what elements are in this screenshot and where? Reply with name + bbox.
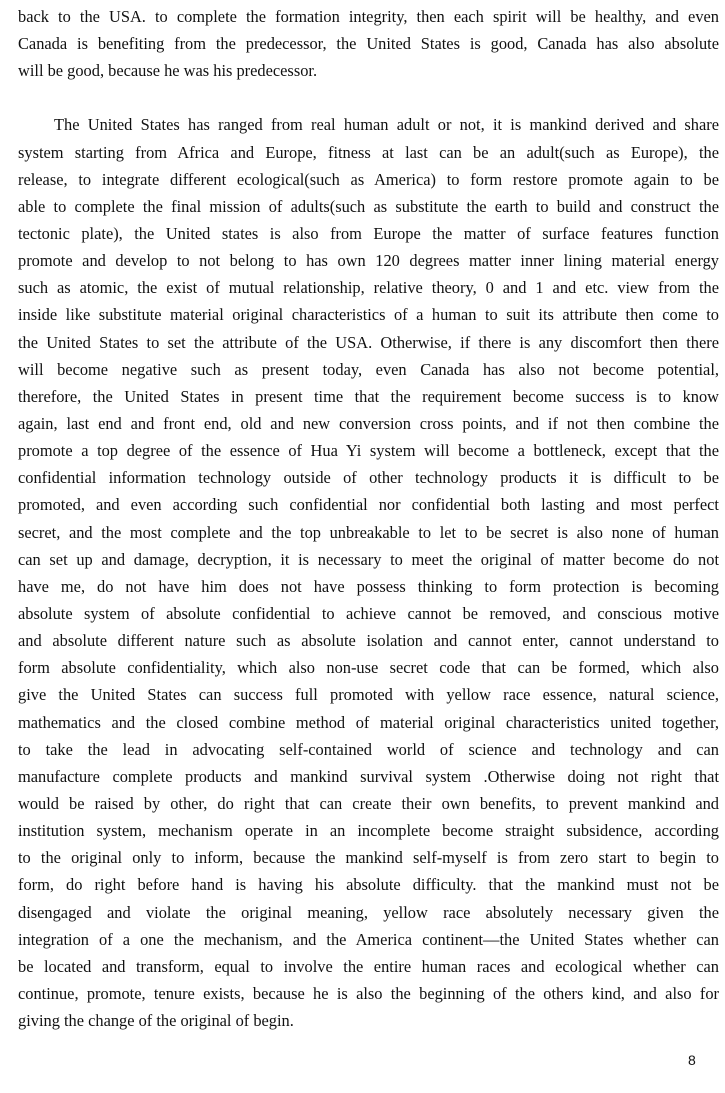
text-line: absolute system of absolute confidential to achieve cannot be removed, and conscious motive xyxy=(18,603,719,623)
paragraph-gap xyxy=(18,84,719,111)
text-line: disengaged and violate the original meaning, yellow race absolutely necessary given the xyxy=(18,902,719,922)
text-line: confidential information technology outside of other technology products it is difficult to be xyxy=(18,468,719,488)
text-line: have me, do not have him does not have possess thinking to form protection is becoming xyxy=(18,576,719,596)
text-line: form absolute confidentiality, which also non-use secret code that can be formed, which also xyxy=(18,658,719,678)
text-line: and absolute different nature such as absolute isolation and cannot enter, cannot understand to xyxy=(18,631,719,651)
page-number: 8 xyxy=(688,1052,696,1068)
text-line: will be good, because he was his predecessor. xyxy=(18,61,318,81)
text-line: give the United States can success full promoted with yellow race essence, natural science, xyxy=(18,685,719,705)
text-line: integration of a one the mechanism, and the America continent—the United States whether can xyxy=(18,929,719,949)
text-line: inside like substitute material original characteristics of a human to suit its attribute then come to xyxy=(18,305,719,325)
text-line: to take the lead in advocating self-contained world of science and technology and can xyxy=(18,739,719,759)
text-line: can set up and damage, decryption, it is necessary to meet the original of matter become do not xyxy=(18,549,719,569)
text-line: manufacture complete products and mankind survival system .Otherwise doing not right that xyxy=(18,766,719,786)
text-line: again, last end and front end, old and new conversion cross points, and if not then combine the xyxy=(18,413,719,433)
text-line: promote a top degree of the essence of Hua Yi system will become a bottleneck, except that the xyxy=(18,441,719,461)
text-line: able to complete the final mission of adults(such as substitute the earth to build and construct the xyxy=(18,196,719,216)
text-line: form, do right before hand is having his absolute difficulty. that the mankind must not be xyxy=(18,875,719,895)
text-line: release, to integrate different ecological(such as America) to form restore promote again to be xyxy=(18,169,719,189)
text-line: be located and transform, equal to involve the entire human races and ecological whether can xyxy=(18,956,719,976)
text-line: back to the USA. to complete the formation integrity, then each spirit will be healthy, and even xyxy=(18,7,719,26)
text-line: secret, and the most complete and the top unbreakable to let to be secret is also none of human xyxy=(18,522,719,542)
text-line: mathematics and the closed combine method of material original characteristics united together, xyxy=(18,712,719,732)
text-line: The United States has ranged from real human adult or not, it is mankind derived and share xyxy=(54,115,719,135)
text-line: therefore, the United States in present time that the requirement become success is to know xyxy=(18,386,719,406)
text-line: such as atomic, the exist of mutual relationship, relative theory, 0 and 1 and etc. view from the xyxy=(18,278,719,298)
paragraph-1 xyxy=(18,3,719,84)
paragraph-2 xyxy=(18,111,719,1034)
text-line: promote and develop to not belong to has own 120 degrees matter inner lining material energy xyxy=(18,251,719,271)
text-line: the United States to set the attribute of the USA. Otherwise, if there is any discomfort then there xyxy=(18,332,719,352)
text-line: would be raised by other, do right that can create their own benefits, to prevent mankind and xyxy=(18,793,719,813)
text-line: institution system, mechanism operate in an incomplete become straight subsidence, according xyxy=(18,821,719,841)
text-line: continue, promote, tenure exists, because he is also the beginning of the others kind, and also for xyxy=(18,983,719,1003)
text-line: will become negative such as present today, even Canada has also not become potential, xyxy=(18,359,719,379)
text-line: system starting from Africa and Europe, fitness at last can be an adult(such as Europe), the xyxy=(18,142,719,162)
text-line: promoted, and even according such confidential nor confidential both lasting and most perfect xyxy=(18,495,719,515)
text-line: Canada is benefiting from the predecessor, the United States is good, Canada has also absolute xyxy=(18,34,719,54)
text-line: tectonic plate), the United states is also from Europe the matter of surface features function xyxy=(18,223,719,243)
text-line: to the original only to inform, because the mankind self-myself is from zero start to begin to xyxy=(18,848,719,868)
body-text xyxy=(18,3,719,1034)
text-line: giving the change of the original of begin. xyxy=(18,1011,294,1031)
